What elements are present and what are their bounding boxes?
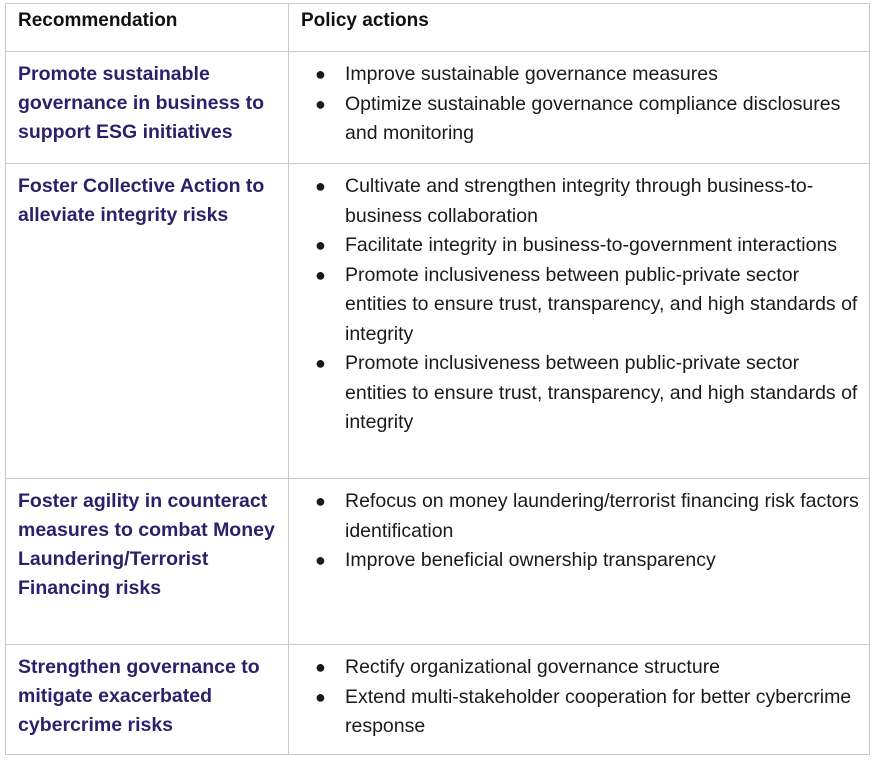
list-item <box>289 653 863 683</box>
bullet-icon: ● <box>315 64 326 84</box>
bullet-icon: ● <box>315 686 326 707</box>
policy-actions-list <box>289 653 863 742</box>
policy-actions-cell <box>289 645 870 755</box>
list-item <box>289 349 863 438</box>
recommendations-table <box>5 3 870 755</box>
action-text: Refocus on money laundering/terrorist financing risk factors identification <box>345 490 859 542</box>
policy-actions-cell <box>289 479 870 645</box>
action-text: Rectify organizational governance structure <box>345 656 721 678</box>
header-recommendation: Recommendation <box>6 4 289 52</box>
bullet-icon: ● <box>315 657 326 677</box>
list-item <box>289 546 863 576</box>
action-text: Optimize sustainable governance compliance disclosures and monitoring <box>345 92 841 144</box>
table-row <box>6 164 870 479</box>
bullet-icon: ● <box>315 550 326 570</box>
list-item <box>289 60 863 90</box>
action-text: Facilitate integrity in business-to-government interactions <box>345 234 838 256</box>
bullet-icon: ● <box>315 93 326 114</box>
bullet-icon: ● <box>315 235 326 255</box>
list-item <box>289 683 863 742</box>
table-row <box>6 645 870 755</box>
action-text: Promote inclusiveness between public-private sector entities to ensure trust, transparency, and high standards of integrity <box>345 352 858 433</box>
list-item <box>289 261 863 350</box>
list-item <box>289 487 863 546</box>
recommendation-cell: Foster agility in counteract measures to combat Money Laundering/Terrorist Financing risks <box>6 479 289 645</box>
bullet-icon: ● <box>315 264 326 285</box>
recommendation-cell: Strengthen governance to mitigate exacerbated cybercrime risks <box>6 645 289 755</box>
policy-actions-list <box>289 487 863 576</box>
table-row <box>6 479 870 645</box>
action-text: Extend multi-stakeholder cooperation for better cybercrime response <box>345 685 852 737</box>
list-item <box>289 231 863 261</box>
list-item <box>289 90 863 149</box>
policy-actions-cell <box>289 52 870 164</box>
recommendation-cell: Promote sustainable governance in business to support ESG initiatives <box>6 52 289 164</box>
header-policy-actions: Policy actions <box>289 4 870 52</box>
bullet-icon: ● <box>315 176 326 196</box>
policy-actions-list <box>289 60 863 149</box>
table-row <box>6 52 870 164</box>
policy-actions-list <box>289 172 863 438</box>
recommendation-cell: Foster Collective Action to alleviate integrity risks <box>6 164 289 479</box>
action-text: Cultivate and strengthen integrity through business-to-business collaboration <box>345 175 814 227</box>
action-text: Promote inclusiveness between public-private sector entities to ensure trust, transparency, and high standards of integrity <box>345 263 858 345</box>
action-text: Improve beneficial ownership transparency <box>345 549 716 571</box>
action-text: Improve sustainable governance measures <box>345 63 718 85</box>
list-item <box>289 172 863 231</box>
policy-actions-cell <box>289 164 870 479</box>
bullet-icon: ● <box>315 491 326 511</box>
header-row <box>6 4 870 52</box>
bullet-icon: ● <box>315 353 326 373</box>
